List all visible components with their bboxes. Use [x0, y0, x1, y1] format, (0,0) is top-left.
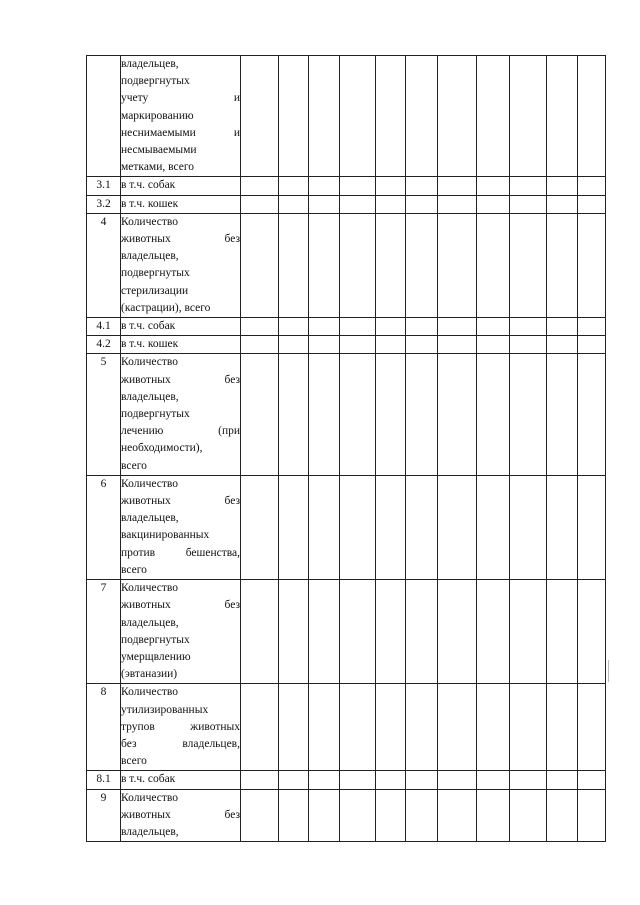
- row-label-line: (кастрации), всего: [121, 301, 211, 314]
- row-number: 5: [87, 354, 121, 475]
- value-cell: [309, 771, 340, 789]
- row-label-line: Количество: [121, 477, 178, 490]
- row-label: [121, 318, 241, 336]
- value-cell: [340, 771, 376, 789]
- value-cell: [309, 195, 340, 213]
- value-cell: [340, 56, 376, 177]
- row-label-line: в т.ч. кошек: [121, 197, 179, 210]
- value-cell: [376, 56, 406, 177]
- table-row: [87, 56, 606, 177]
- value-cell: [547, 177, 578, 195]
- row-label-line: маркированию: [121, 109, 194, 122]
- value-cell: [438, 195, 477, 213]
- value-cell: [406, 177, 438, 195]
- table-row: [87, 684, 606, 771]
- value-cell: [406, 580, 438, 684]
- row-number: 9: [87, 789, 121, 842]
- value-cell: [340, 789, 376, 842]
- row-label: [121, 354, 241, 475]
- value-cell: [510, 789, 547, 842]
- row-label-line: умерщвлению: [121, 650, 191, 663]
- value-cell: [578, 684, 606, 771]
- value-cell: [510, 56, 547, 177]
- value-cell: [376, 789, 406, 842]
- value-cell: [309, 177, 340, 195]
- value-cell: [279, 177, 309, 195]
- value-cell: [477, 771, 510, 789]
- row-number: 4.2: [87, 336, 121, 354]
- value-cell: [279, 789, 309, 842]
- value-cell: [438, 789, 477, 842]
- scan-mark: [608, 660, 609, 682]
- value-cell: [309, 475, 340, 579]
- value-cell: [376, 771, 406, 789]
- row-label-line: владельцев,: [121, 250, 179, 263]
- value-cell: [241, 195, 279, 213]
- row-label-line: без владельцев,: [121, 737, 240, 750]
- value-cell: [578, 789, 606, 842]
- row-label-line: (эвтаназии): [121, 668, 178, 681]
- value-cell: [406, 771, 438, 789]
- row-label-line: владельцев,: [121, 58, 179, 70]
- value-cell: [547, 475, 578, 579]
- row-label-line: владельцев,: [121, 512, 179, 525]
- row-label-line: всего: [121, 563, 147, 576]
- row-label-line: животных без: [121, 599, 240, 612]
- row-label-line: подвергнутых: [121, 267, 190, 280]
- value-cell: [406, 56, 438, 177]
- value-cell: [241, 354, 279, 475]
- value-cell: [376, 580, 406, 684]
- value-cell: [279, 195, 309, 213]
- value-cell: [376, 177, 406, 195]
- value-cell: [406, 475, 438, 579]
- row-label-line: в т.ч. кошек: [121, 338, 179, 351]
- value-cell: [438, 580, 477, 684]
- value-cell: [406, 195, 438, 213]
- report-table: [86, 55, 606, 842]
- value-cell: [547, 56, 578, 177]
- row-label-line: утилизированных: [121, 703, 209, 716]
- row-number: 4: [87, 213, 121, 317]
- table-row: [87, 213, 606, 317]
- row-number: [87, 56, 121, 177]
- row-number: 3.2: [87, 195, 121, 213]
- value-cell: [279, 771, 309, 789]
- value-cell: [510, 771, 547, 789]
- value-cell: [578, 580, 606, 684]
- row-label-line: стерилизации: [121, 284, 189, 297]
- value-cell: [340, 213, 376, 317]
- row-label-line: владельцев,: [121, 825, 179, 838]
- row-number: 7: [87, 580, 121, 684]
- value-cell: [438, 336, 477, 354]
- value-cell: [578, 354, 606, 475]
- value-cell: [477, 336, 510, 354]
- value-cell: [578, 336, 606, 354]
- table-row: [87, 580, 606, 684]
- value-cell: [279, 354, 309, 475]
- table-row: [87, 771, 606, 789]
- row-label-line: метками, всего: [121, 161, 194, 174]
- value-cell: [340, 177, 376, 195]
- value-cell: [578, 771, 606, 789]
- row-label-line: подвергнутых: [121, 75, 190, 88]
- value-cell: [578, 195, 606, 213]
- value-cell: [376, 684, 406, 771]
- row-label: [121, 56, 241, 177]
- value-cell: [340, 336, 376, 354]
- value-cell: [510, 195, 547, 213]
- table-row: [87, 177, 606, 195]
- row-label-line: подвергнутых: [121, 408, 190, 421]
- value-cell: [241, 771, 279, 789]
- row-label-line: вакцинированных: [121, 529, 210, 542]
- row-number: 8.1: [87, 771, 121, 789]
- value-cell: [309, 336, 340, 354]
- value-cell: [309, 318, 340, 336]
- value-cell: [340, 475, 376, 579]
- table-body: [87, 56, 606, 842]
- value-cell: [309, 684, 340, 771]
- value-cell: [241, 475, 279, 579]
- value-cell: [309, 580, 340, 684]
- value-cell: [241, 789, 279, 842]
- value-cell: [438, 56, 477, 177]
- row-number: 3.1: [87, 177, 121, 195]
- value-cell: [438, 354, 477, 475]
- value-cell: [578, 475, 606, 579]
- value-cell: [406, 789, 438, 842]
- value-cell: [309, 56, 340, 177]
- value-cell: [477, 789, 510, 842]
- row-label: [121, 177, 241, 195]
- value-cell: [241, 336, 279, 354]
- value-cell: [406, 213, 438, 317]
- value-cell: [438, 475, 477, 579]
- value-cell: [578, 213, 606, 317]
- table-row: [87, 789, 606, 842]
- value-cell: [279, 56, 309, 177]
- value-cell: [438, 177, 477, 195]
- value-cell: [279, 336, 309, 354]
- row-label-line: против бешенства,: [121, 546, 240, 559]
- row-label-line: всего: [121, 755, 147, 768]
- row-label-line: Количество: [121, 215, 178, 228]
- table-row: [87, 195, 606, 213]
- value-cell: [279, 580, 309, 684]
- value-cell: [376, 336, 406, 354]
- value-cell: [241, 56, 279, 177]
- value-cell: [510, 213, 547, 317]
- row-label-line: в т.ч. собак: [121, 773, 176, 786]
- value-cell: [547, 771, 578, 789]
- value-cell: [547, 213, 578, 317]
- value-cell: [406, 354, 438, 475]
- row-label-line: Количество: [121, 356, 178, 369]
- row-label: [121, 789, 241, 842]
- row-label-line: Количество: [121, 686, 178, 699]
- value-cell: [340, 318, 376, 336]
- value-cell: [376, 213, 406, 317]
- row-label-line: всего: [121, 459, 147, 472]
- value-cell: [279, 318, 309, 336]
- value-cell: [477, 213, 510, 317]
- value-cell: [406, 318, 438, 336]
- value-cell: [547, 336, 578, 354]
- value-cell: [477, 195, 510, 213]
- row-label-line: животных без: [121, 808, 240, 821]
- value-cell: [510, 336, 547, 354]
- value-cell: [477, 318, 510, 336]
- value-cell: [510, 318, 547, 336]
- value-cell: [510, 684, 547, 771]
- value-cell: [309, 213, 340, 317]
- row-label-line: необходимости),: [121, 442, 203, 455]
- value-cell: [376, 195, 406, 213]
- value-cell: [241, 177, 279, 195]
- row-label-line: подвергнутых: [121, 633, 190, 646]
- value-cell: [477, 580, 510, 684]
- row-number: 6: [87, 475, 121, 579]
- row-label-line: владельцев,: [121, 616, 179, 629]
- value-cell: [406, 684, 438, 771]
- row-label: [121, 771, 241, 789]
- row-number: 8: [87, 684, 121, 771]
- row-label: [121, 213, 241, 317]
- value-cell: [477, 475, 510, 579]
- row-number: 4.1: [87, 318, 121, 336]
- row-label-line: животных без: [121, 233, 240, 246]
- value-cell: [578, 318, 606, 336]
- value-cell: [510, 177, 547, 195]
- value-cell: [340, 580, 376, 684]
- row-label-line: владельцев,: [121, 390, 179, 403]
- value-cell: [340, 684, 376, 771]
- row-label-line: в т.ч. собак: [121, 320, 176, 333]
- value-cell: [438, 684, 477, 771]
- row-label: [121, 475, 241, 579]
- value-cell: [241, 580, 279, 684]
- value-cell: [309, 789, 340, 842]
- row-label-line: Количество: [121, 582, 178, 595]
- value-cell: [340, 354, 376, 475]
- value-cell: [438, 771, 477, 789]
- value-cell: [241, 684, 279, 771]
- value-cell: [376, 318, 406, 336]
- row-label-line: лечению (при: [121, 425, 240, 438]
- value-cell: [309, 354, 340, 475]
- row-label-line: неснимаемыми и: [121, 126, 240, 139]
- value-cell: [510, 354, 547, 475]
- table-row: [87, 336, 606, 354]
- value-cell: [438, 318, 477, 336]
- row-label-line: в т.ч. собак: [121, 179, 176, 192]
- row-label-line: несмываемыми: [121, 144, 197, 157]
- value-cell: [547, 789, 578, 842]
- row-label: [121, 336, 241, 354]
- value-cell: [547, 354, 578, 475]
- value-cell: [376, 354, 406, 475]
- value-cell: [279, 684, 309, 771]
- value-cell: [578, 56, 606, 177]
- row-label-line: животных без: [121, 495, 240, 508]
- value-cell: [376, 475, 406, 579]
- value-cell: [477, 354, 510, 475]
- value-cell: [241, 318, 279, 336]
- value-cell: [477, 684, 510, 771]
- value-cell: [547, 684, 578, 771]
- row-label-line: животных без: [121, 373, 240, 386]
- value-cell: [477, 177, 510, 195]
- row-label: [121, 684, 241, 771]
- value-cell: [547, 318, 578, 336]
- value-cell: [438, 213, 477, 317]
- value-cell: [510, 580, 547, 684]
- value-cell: [406, 336, 438, 354]
- table-row: [87, 475, 606, 579]
- value-cell: [510, 475, 547, 579]
- value-cell: [279, 475, 309, 579]
- row-label-line: Количество: [121, 791, 178, 804]
- table-row: [87, 354, 606, 475]
- value-cell: [241, 213, 279, 317]
- row-label-line: трупов животных: [121, 720, 240, 733]
- value-cell: [279, 213, 309, 317]
- row-label-line: учету и: [121, 92, 240, 105]
- value-cell: [340, 195, 376, 213]
- value-cell: [547, 580, 578, 684]
- table-row: [87, 318, 606, 336]
- value-cell: [578, 177, 606, 195]
- value-cell: [477, 56, 510, 177]
- value-cell: [547, 195, 578, 213]
- row-label: [121, 195, 241, 213]
- row-label: [121, 580, 241, 684]
